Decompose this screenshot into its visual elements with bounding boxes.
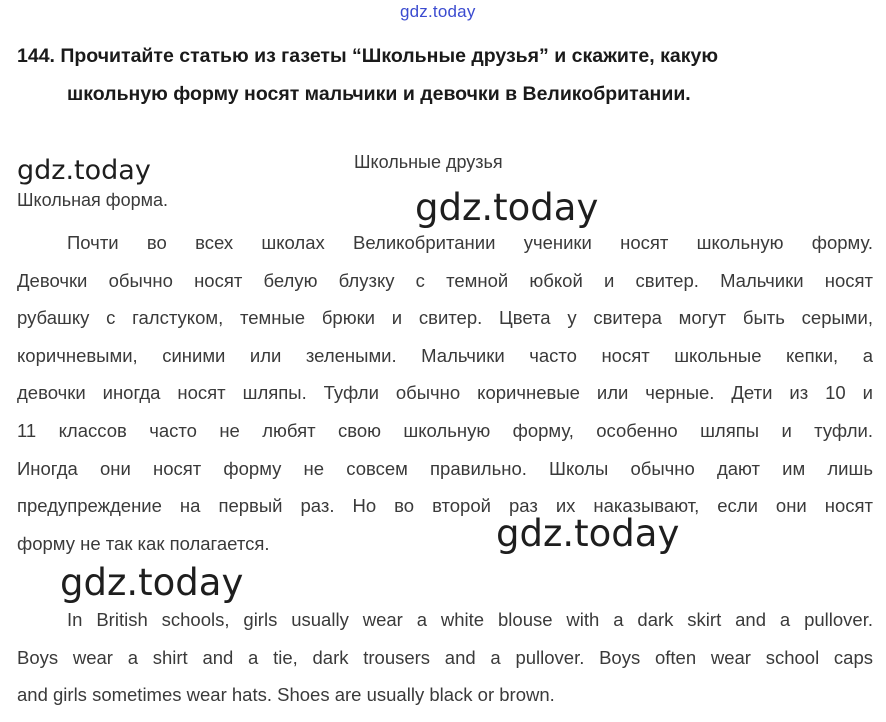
text-line: and girls sometimes wear hats. Shoes are usually black or brown. xyxy=(17,684,555,706)
watermark: gdz.today xyxy=(415,186,599,229)
text-line: 11 классов часто не любят свою школьную форму, особенно шляпы и туфли. xyxy=(17,419,873,441)
russian-article-text xyxy=(17,224,873,562)
text-line: Иногда они носят форму не совсем правильно. Школы обычно дают им лишь xyxy=(17,457,873,479)
task-line-2: школьную форму носят мальчики и девочки в Великобритании. xyxy=(67,83,691,105)
text-line: рубашку с галстуком, темные брюки и свитер. Цвета у свитера могут быть серыми, xyxy=(17,307,873,329)
header-watermark: gdz.today xyxy=(400,2,476,21)
text-line: In British schools, girls usually wear a white blouse with a dark skirt and a pullover. xyxy=(67,609,873,630)
task-line-1: 144. Прочитайте статью из газеты “Школьные друзья” и скажите, какую xyxy=(17,45,718,67)
watermark: gdz.today xyxy=(17,155,151,186)
text-line: Boys wear a shirt and a tie, dark trousers and a pullover. Boys often wear school caps xyxy=(17,646,873,668)
english-translation-text xyxy=(17,601,873,714)
text-line: коричневыми, синими или зелеными. Мальчики часто носят школьные кепки, а xyxy=(17,344,873,366)
text-line: форму не так как полагается. xyxy=(17,532,270,554)
text-line: Почти во всех школах Великобритании ученики носят школьную форму. xyxy=(67,232,873,253)
watermark: gdz.today xyxy=(496,512,680,555)
text-line: Девочки обычно носят белую блузку с темной юбкой и свитер. Мальчики носят xyxy=(17,269,873,291)
text-line: девочки иногда носят шляпы. Туфли обычно коричневые или черные. Дети из 10 и xyxy=(17,382,873,404)
article-title: Школьные друзья xyxy=(354,152,503,172)
watermark: gdz.today xyxy=(60,561,244,604)
article-subheading: Школьная форма. xyxy=(17,190,168,210)
text-line: предупреждение на первый раз. Но во второй раз их наказывают, если они носят xyxy=(17,495,873,517)
task-heading xyxy=(17,37,877,113)
